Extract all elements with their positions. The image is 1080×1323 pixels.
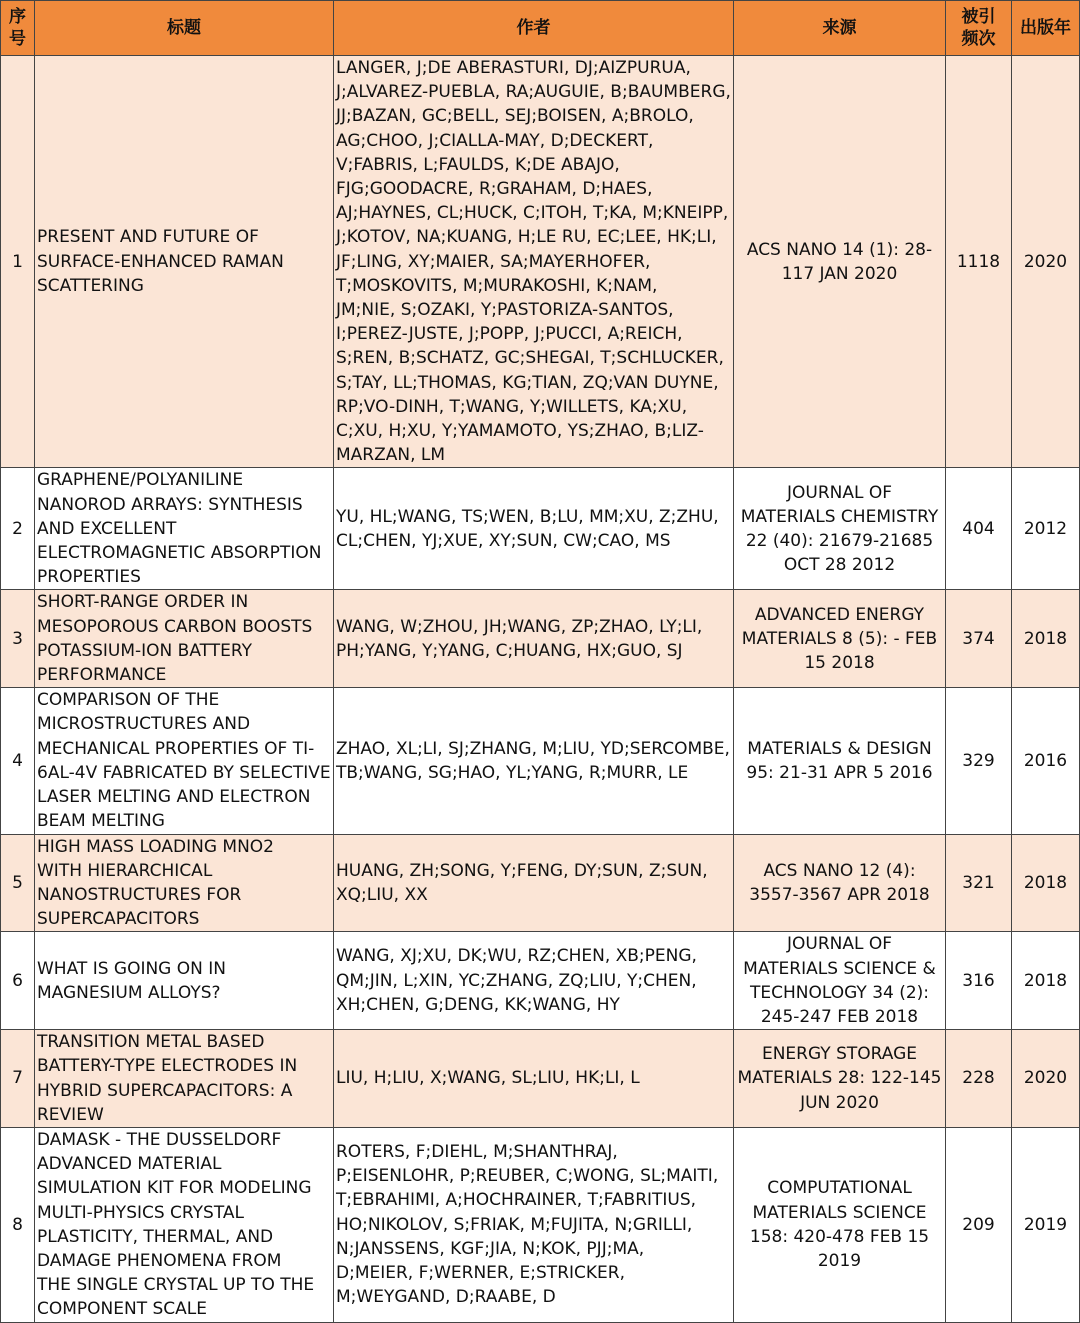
table-row <box>1 1030 1080 1128</box>
row-year: 2020 <box>1012 56 1080 468</box>
row-title: COMPARISON OF THE MICROSTRUCTURES AND MECHANICAL PROPERTIES OF TI- 6AL-4V FABRICATED BY SELECTIVE LASER MELTING AND ELECTRON BEAM MELTING <box>35 688 334 834</box>
row-citations: 1118 <box>946 56 1012 468</box>
header-title: 标题 <box>35 1 334 56</box>
header-source: 来源 <box>734 1 946 56</box>
table-row <box>1 590 1080 688</box>
row-citations: 321 <box>946 834 1012 932</box>
row-num: 5 <box>1 834 35 932</box>
row-title: HIGH MASS LOADING MNO2 WITH HIERARCHICAL NANOSTRUCTURES FOR SUPERCAPACITORS <box>35 834 334 932</box>
row-year: 2020 <box>1012 1030 1080 1128</box>
row-source: ACS NANO 12 (4): 3557-3567 APR 2018 <box>734 834 946 932</box>
row-title: PRESENT AND FUTURE OF SURFACE-ENHANCED RAMAN SCATTERING <box>35 56 334 468</box>
header-year: 出版年 <box>1012 1 1080 56</box>
row-num: 7 <box>1 1030 35 1128</box>
row-citations: 329 <box>946 688 1012 834</box>
header-num: 序 号 <box>1 1 35 56</box>
row-title: SHORT-RANGE ORDER IN MESOPOROUS CARBON BOOSTS POTASSIUM-ION BATTERY PERFORMANCE <box>35 590 334 688</box>
row-authors: LANGER, J;DE ABERASTURI, DJ;AIZPURUA, J;ALVAREZ-PUEBLA, RA;AUGUIE, B;BAUMBERG, JJ;BAZAN, GC;BELL, SEJ;BOISEN, A;BROLO, AG;CHOO, J;CIALLA-MAY, D;DECKERT, V;FABRIS, L;FAULDS, K;DE ABAJO, FJG;GOODACRE, R;GRAHAM, D;HAES, AJ;HAYNES, CL;HUCK, C;ITOH, T;KA, M;KNEIPP, J;KOTOV, NA;KUANG, H;LE RU, EC;LEE, HK;LI, JF;LING, XY;MAIER, SA;MAYERHOFER, T;MOSKOVITS, M;MURAKOSHI, K;NAM, JM;NIE, S;OZAKI, Y;PASTORIZA-SANTOS, I;PEREZ-JUSTE, J;POPP, J;PUCCI, A;REICH, S;REN, B;SCHATZ, GC;SHEGAI, T;SCHLUCKER, S;TAY, LL;THOMAS, KG;TIAN, ZQ;VAN DUYNE, RP;VO-DINH, T;WANG, Y;WILLETS, KA;XU, C;XU, H;XU, Y;YAMAMOTO, YS;ZHAO, B;LIZ- MARZAN, LM <box>334 56 734 468</box>
row-year: 2019 <box>1012 1127 1080 1322</box>
row-num: 3 <box>1 590 35 688</box>
row-citations: 404 <box>946 468 1012 590</box>
row-source: MATERIALS & DESIGN 95: 21-31 APR 5 2016 <box>734 688 946 834</box>
row-num: 6 <box>1 932 35 1030</box>
table-body <box>1 56 1080 1323</box>
row-title: DAMASK - THE DUSSELDORF ADVANCED MATERIAL SIMULATION KIT FOR MODELING MULTI-PHYSICS CRYSTAL PLASTICITY, THERMAL, AND DAMAGE PHENOMENA FROM THE SINGLE CRYSTAL UP TO THE COMPONENT SCALE <box>35 1127 334 1322</box>
row-authors: ZHAO, XL;LI, SJ;ZHANG, M;LIU, YD;SERCOMBE, TB;WANG, SG;HAO, YL;YANG, R;MURR, LE <box>334 688 734 834</box>
row-authors: WANG, W;ZHOU, JH;WANG, ZP;ZHAO, LY;LI, PH;YANG, Y;YANG, C;HUANG, HX;GUO, SJ <box>334 590 734 688</box>
row-authors: ROTERS, F;DIEHL, M;SHANTHRAJ, P;EISENLOHR, P;REUBER, C;WONG, SL;MAITI, T;EBRAHIMI, A;HOCHRAINER, T;FABRITIUS, HO;NIKOLOV, S;FRIAK, M;FUJITA, N;GRILLI, N;JANSSENS, KGF;JIA, N;KOK, PJJ;MA, D;MEIER, F;WERNER, E;STRICKER, M;WEYGAND, D;RAABE, D <box>334 1127 734 1322</box>
row-citations: 228 <box>946 1030 1012 1128</box>
row-citations: 209 <box>946 1127 1012 1322</box>
row-citations: 374 <box>946 590 1012 688</box>
table-row <box>1 834 1080 932</box>
table-row <box>1 56 1080 468</box>
row-source: ADVANCED ENERGY MATERIALS 8 (5): - FEB 15 2018 <box>734 590 946 688</box>
row-source: COMPUTATIONAL MATERIALS SCIENCE 158: 420-478 FEB 15 2019 <box>734 1127 946 1322</box>
table-row <box>1 468 1080 590</box>
header-authors: 作者 <box>334 1 734 56</box>
row-year: 2018 <box>1012 590 1080 688</box>
row-num: 8 <box>1 1127 35 1322</box>
row-year: 2018 <box>1012 932 1080 1030</box>
table-header <box>1 1 1080 56</box>
row-source: JOURNAL OF MATERIALS CHEMISTRY 22 (40): 21679-21685 OCT 28 2012 <box>734 468 946 590</box>
row-year: 2018 <box>1012 834 1080 932</box>
row-title: WHAT IS GOING ON IN MAGNESIUM ALLOYS? <box>35 932 334 1030</box>
row-num: 2 <box>1 468 35 590</box>
header-citations: 被引 频次 <box>946 1 1012 56</box>
row-source: ENERGY STORAGE MATERIALS 28: 122-145 JUN 2020 <box>734 1030 946 1128</box>
row-year: 2012 <box>1012 468 1080 590</box>
row-citations: 316 <box>946 932 1012 1030</box>
row-num: 1 <box>1 56 35 468</box>
table-row <box>1 932 1080 1030</box>
row-source: JOURNAL OF MATERIALS SCIENCE & TECHNOLOGY 34 (2): 245-247 FEB 2018 <box>734 932 946 1030</box>
row-authors: WANG, XJ;XU, DK;WU, RZ;CHEN, XB;PENG, QM;JIN, L;XIN, YC;ZHANG, ZQ;LIU, Y;CHEN, XH;CHEN, G;DENG, KK;WANG, HY <box>334 932 734 1030</box>
row-authors: LIU, H;LIU, X;WANG, SL;LIU, HK;LI, L <box>334 1030 734 1128</box>
row-year: 2016 <box>1012 688 1080 834</box>
row-authors: YU, HL;WANG, TS;WEN, B;LU, MM;XU, Z;ZHU, CL;CHEN, YJ;XUE, XY;SUN, CW;CAO, MS <box>334 468 734 590</box>
row-title: TRANSITION METAL BASED BATTERY-TYPE ELECTRODES IN HYBRID SUPERCAPACITORS: A REVIEW <box>35 1030 334 1128</box>
row-authors: HUANG, ZH;SONG, Y;FENG, DY;SUN, Z;SUN, XQ;LIU, XX <box>334 834 734 932</box>
header-row <box>1 1 1080 56</box>
table-row <box>1 688 1080 834</box>
row-num: 4 <box>1 688 35 834</box>
row-title: GRAPHENE/POLYANILINE NANOROD ARRAYS: SYNTHESIS AND EXCELLENT ELECTROMAGNETIC ABSORPTION PROPERTIES <box>35 468 334 590</box>
row-source: ACS NANO 14 (1): 28- 117 JAN 2020 <box>734 56 946 468</box>
table-row <box>1 1127 1080 1322</box>
